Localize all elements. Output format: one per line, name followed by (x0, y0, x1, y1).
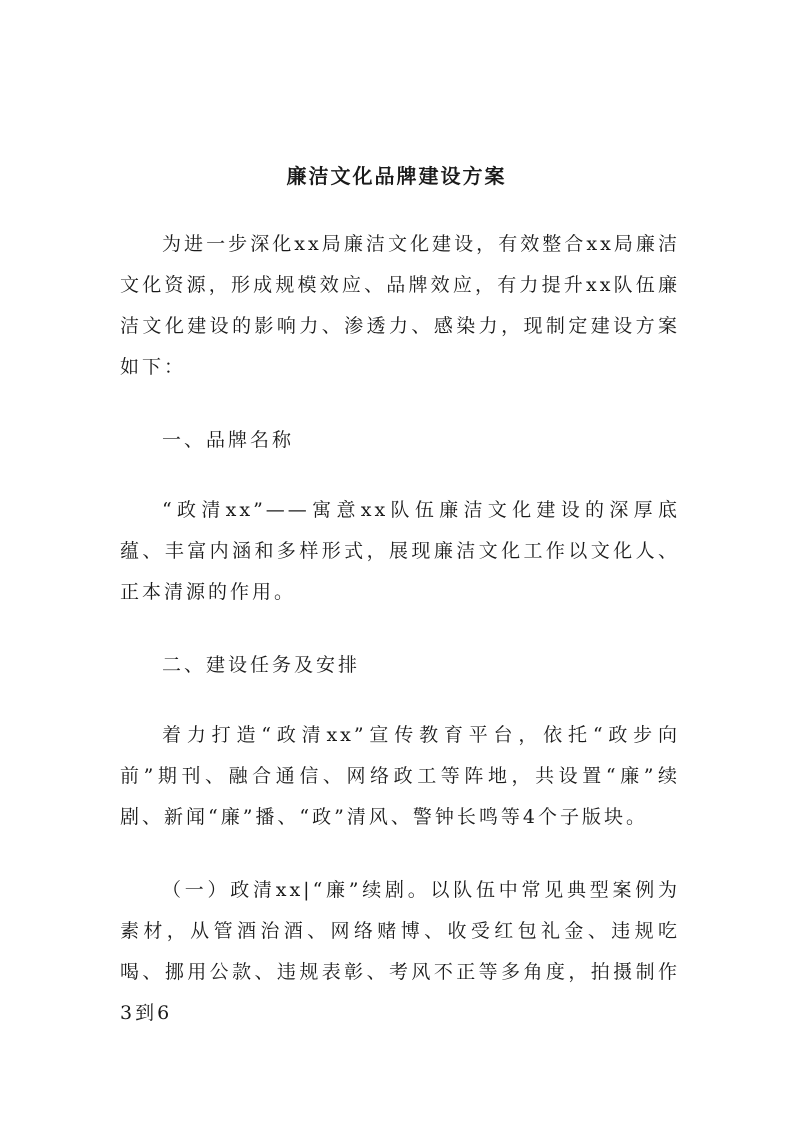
section-two-heading: 二、建设任务及安排 (162, 654, 361, 676)
section-two-item-one-paragraph: （一）政清xx|“廉”续剧。以队伍中常见典型案例为素材，从管酒治酒、网络赌博、收受红包礼金、违规吃喝、挪用公款、违规表彰、考风不正等多角度，拍摄制作3到6 (120, 879, 680, 1024)
section-one-heading: 一、品牌名称 (162, 429, 295, 451)
section-two-paragraph: 着力打造“政清xx”宣传教育平台，依托“政步向前”期刊、融合通信、网络政工等阵地，共设置“廉”续剧、新闻“廉”播、“政”清风、警钟长鸣等4个子版块。 (120, 724, 680, 828)
document-title: 廉洁文化品牌建设方案 (286, 164, 507, 188)
section-one-paragraph: “政清xx”——寓意xx队伍廉洁文化建设的深厚底蕴、丰富内涵和多样形式，展现廉洁文化工作以文化人、正本清源的作用。 (120, 499, 680, 603)
intro-paragraph: 为进一步深化xx局廉洁文化建设，有效整合xx局廉洁文化资源，形成规模效应、品牌效应，有力提升xx队伍廉洁文化建设的影响力、渗透力、感染力，现制定建设方案如下： (120, 233, 680, 378)
